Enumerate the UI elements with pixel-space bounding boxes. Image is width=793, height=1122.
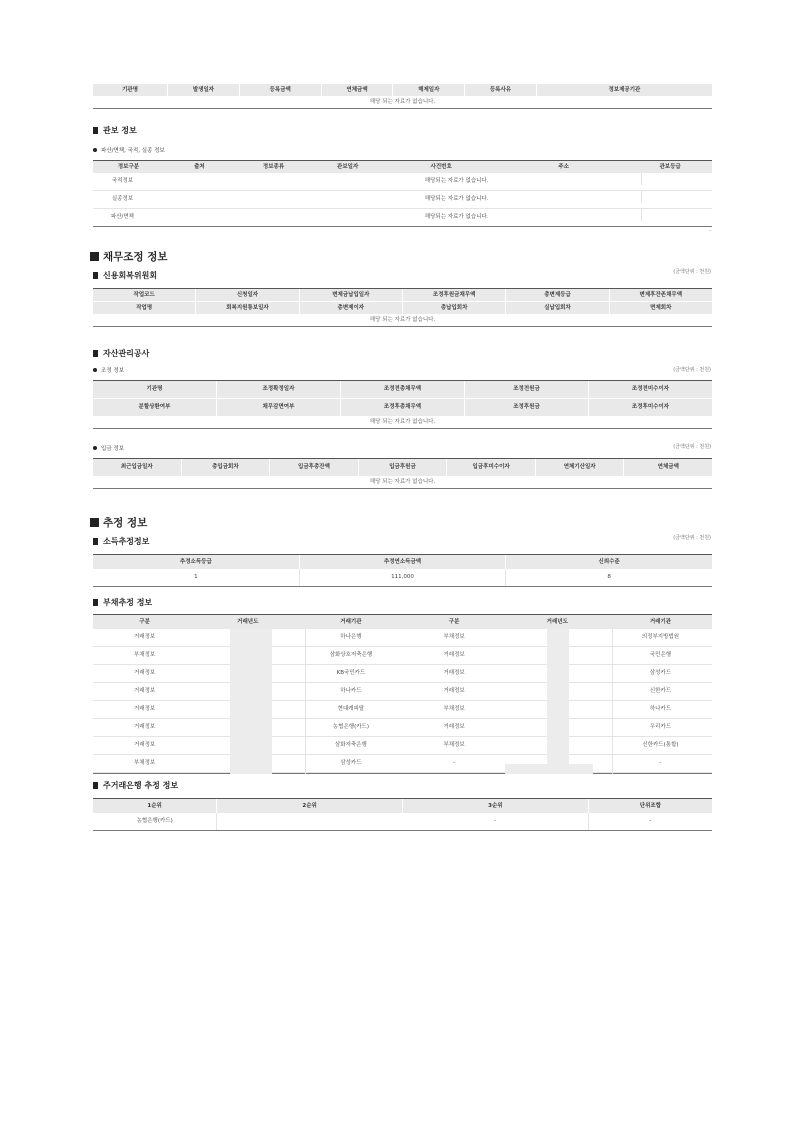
row-blank [641,191,712,203]
col-header: 작업코드 [133,292,155,298]
liability-cell: 하나은행 [340,634,362,640]
main-bank-header [93,798,712,813]
col-header: 입금후원금 [358,459,447,476]
row-blank [641,173,712,185]
liability-cell: - [453,760,456,766]
liability-cell: 삼성카드 [649,670,672,676]
table-row [93,647,712,665]
col-header: 기관명 [146,386,163,392]
table-row [93,701,712,719]
gwanbo-header [93,160,712,173]
col-header: 조정후원금채무액 [402,289,505,301]
liability-cell: 거래정보 [133,688,156,694]
square-bullet-icon [90,518,99,527]
col-header: 연체금액 [623,459,712,476]
dot-bullet-icon [93,446,97,450]
section-debt [90,249,168,264]
divider [93,326,712,327]
liability-cell: 부채정보 [133,760,156,766]
row-text: 해당되는 자료가 없습니다. [424,196,489,202]
liability-cell: 거래정보 [443,724,465,730]
col-header: 등록금액 [239,84,321,96]
liability-body [93,629,712,773]
square-bullet-icon [93,127,98,134]
liability-cell: 삼화상호저축은행 [329,652,373,658]
col-header: 신뢰수준 [505,555,712,569]
liability-cell: 거래정보 [443,670,465,676]
table-row [93,737,712,755]
row-text: 해당되는 자료가 없습니다. [424,178,489,184]
gwanbo-table [93,160,712,227]
subsection-title: 파산/면책, 국적, 실종 정보 [101,148,165,154]
row-label: 파산/면책 [110,214,134,220]
main-bank-table [93,798,712,831]
rank-2 [216,813,402,830]
divider [93,428,712,429]
col-header: 등록사유 [464,84,536,96]
col-header: 면제회차 [609,302,712,314]
square-bullet-icon [93,599,98,606]
income-header [93,554,712,569]
table-row [93,209,712,227]
top-table-header [93,84,712,96]
empty-message: 해당 되는 자료가 없습니다. [369,419,436,425]
col-header: 관보일자 [337,164,359,170]
table-row [93,191,712,209]
unit-label: (금액단위 : 천원) [673,535,711,541]
liability-cell: 하나카드 [340,688,362,694]
square-bullet-icon [93,782,98,789]
col-header: 조정후총채무액 [340,399,464,416]
top-table [93,84,712,109]
col-header: 주소 [558,164,569,170]
table-row [93,755,712,773]
credit-header-2 [93,301,712,314]
kamco-header-1 [93,380,712,398]
section-main-bank [93,780,178,791]
col-header: 관보등급 [659,164,681,170]
table-row [93,665,712,683]
credit-header-1 [93,288,712,301]
table-row [93,569,712,587]
subsection-title: 입금 정보 [101,446,125,452]
liability-cell: 거래정보 [443,688,465,694]
square-bullet-icon [93,538,98,545]
col-header: 조정전원금 [464,381,588,398]
square-bullet-icon [93,272,98,279]
section-liability [93,597,152,608]
corner-mark: . [709,226,711,233]
empty-message: 해당 되는 자료가 없습니다. [369,479,436,485]
confidence-level: 8 [505,569,712,586]
redacted-block [547,629,569,774]
col-header: 1순위 [147,803,162,809]
col-header: 연체기산일자 [535,459,624,476]
liability-cell: 삼화저축은행 [334,742,367,748]
col-header: 총변제등급 [505,289,608,301]
col-header: 3순위 [402,799,588,813]
subsection-adjust [93,366,124,374]
col-header: 분할상환여부 [138,404,171,410]
col-header: 변제후잔존채무액 [609,289,712,301]
income-amount: 111,000 [299,569,506,586]
col-header: 2순위 [216,799,402,813]
income-grade: 1 [194,574,198,580]
rank-3: - [494,818,497,824]
redacted-block [230,629,272,774]
liability-cell: KB국민카드 [336,670,366,676]
subsection-title: 조정 정보 [101,368,125,374]
col-header: 사건번호 [430,164,452,170]
col-header: 해제일자 [392,84,464,96]
column-separator [305,629,306,774]
section-gwanbo [93,125,137,136]
liability-cell: 국민은행 [649,652,672,658]
col-header: 거래년도 [546,619,568,625]
liability-cell: 의정부지방법원 [641,634,680,640]
col-header: 정보제공기관 [536,84,712,96]
col-header: 구분 [139,619,150,625]
section-kamco [93,348,149,359]
unit-label: (금액단위 : 천원) [673,367,711,373]
col-header: 기관명 [122,87,139,93]
row-text: 해당되는 자료가 없습니다. [424,214,489,220]
liability-header [93,614,712,629]
col-header: 추정소득등급 [179,559,212,565]
unit-label: (금액단위 : 천원) [673,444,711,450]
col-header: 정보종류 [262,164,285,170]
section-title: 신용회복위원회 [103,271,158,280]
liability-cell: 거래정보 [133,670,156,676]
dot-bullet-icon [93,368,97,372]
liability-cell: 하나카드 [649,706,672,712]
liability-cell: 우리카드 [649,724,672,730]
row-label: 국적정보 [111,178,134,184]
section-title: 자산관리공사 [103,349,150,358]
empty-message: 해당 되는 자료가 없습니다. [369,99,436,105]
liability-cell: 부채정보 [443,742,465,748]
col-header: 정보구분 [117,164,140,170]
col-header: 회복지원통보일자 [195,302,298,314]
table-row [93,683,712,701]
row-label: 실종정보 [111,196,134,202]
col-header: 작업명 [136,305,153,311]
col-header: 총변제이자 [299,302,402,314]
liability-cell: 현대캐피탈 [337,706,365,712]
unit-label: (금액단위 : 천원) [673,269,711,275]
liability-cell: 거래정보 [133,634,156,640]
income-table [93,554,712,587]
col-header: 연체금액 [321,84,393,96]
table-row [93,173,712,191]
rank-1: 농협은행(카드) [136,818,173,824]
liability-cell: 신한카드 [649,688,672,694]
col-header: 구분 [448,619,460,625]
section-title: 추정 정보 [103,517,148,529]
table-row [93,813,712,831]
col-header: 발생일자 [167,84,239,96]
col-header: 실납입회차 [505,302,608,314]
square-bullet-icon [90,252,99,261]
col-header: 변제금납입일자 [299,289,402,301]
col-header: 단위조합 [588,799,712,813]
liability-cell: 부채정보 [133,652,156,658]
liability-cell: 농협은행(카드) [332,724,370,730]
liability-cell: 거래정보 [133,724,156,730]
col-header: 출처 [194,164,205,170]
section-credit [93,270,157,281]
unit-union: - [588,813,712,830]
col-header: 입금후미수이자 [446,459,535,476]
section-title: 소득추정정보 [103,537,150,546]
col-header: 거래년도 [237,619,259,625]
col-header: 조정확정일자 [216,381,340,398]
kamco-adjust-table [93,380,712,429]
liability-cell: - [659,760,662,766]
dot-bullet-icon [93,148,97,152]
col-header: 조정후미수이자 [588,399,712,416]
kamco-deposit-table [93,458,712,489]
subsection-deposit [93,444,124,452]
section-title: 부채추정 정보 [103,598,153,607]
col-header: 최근입금일자 [120,464,153,470]
col-header: 추정연소득금액 [299,555,506,569]
divider [93,488,712,489]
section-title: 관보 정보 [103,126,137,135]
empty-message: 해당 되는 자료가 없습니다. [369,317,436,323]
section-estimate [90,515,147,530]
square-bullet-icon [93,350,98,357]
col-header: 거래기관 [340,619,362,625]
liability-cell: 부채정보 [443,634,465,640]
col-header: 입금후총잔액 [269,459,358,476]
col-header: 조정전총채무액 [340,381,464,398]
liability-cell: 거래정보 [133,742,156,748]
row-blank [641,209,712,221]
subsection-gwanbo [93,146,165,154]
table-row [93,629,712,647]
kamco-header-2 [93,398,712,416]
liability-cell: 거래정보 [133,706,156,712]
col-header: 조정후원금 [464,399,588,416]
col-header: 채무감면여부 [216,399,340,416]
col-header: 신청일자 [195,289,298,301]
column-separator [612,629,613,774]
section-title: 주거래은행 추정 정보 [103,781,179,790]
section-title: 채무조정 정보 [103,251,168,263]
col-header: 총납입회차 [402,302,505,314]
liability-cell: 거래정보 [443,652,465,658]
liability-cell: 부채정보 [443,706,465,712]
col-header: 조정전미수이자 [588,381,712,398]
liability-cell: 신한카드(통합) [642,742,679,748]
liability-cell: 삼성카드 [340,760,362,766]
col-header: 총입금회차 [181,459,270,476]
divider [93,773,712,774]
table-row [93,719,712,737]
redacted-block [505,764,593,774]
divider [93,108,712,109]
liability-table [93,614,712,774]
col-header: 거래기관 [649,619,672,625]
credit-table [93,288,712,327]
deposit-header [93,458,712,476]
section-income [93,536,149,547]
